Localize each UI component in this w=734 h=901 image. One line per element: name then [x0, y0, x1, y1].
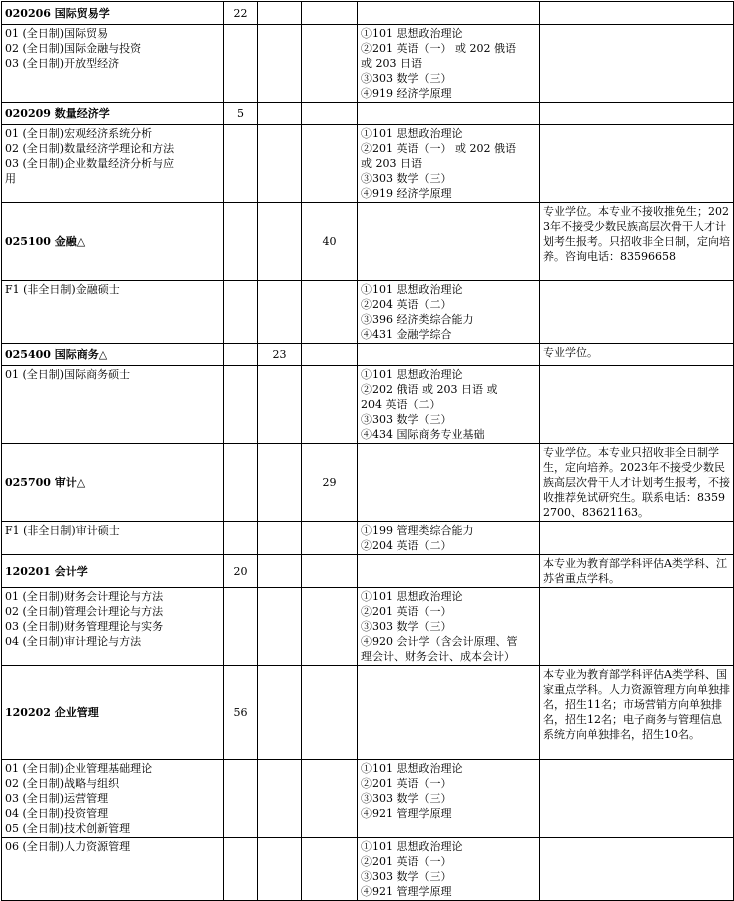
- research-direction: 01 (全日制)国际贸易: [5, 27, 109, 40]
- quota-cell: [302, 666, 358, 760]
- major-row: [2, 103, 734, 125]
- research-direction-cell: [2, 838, 224, 901]
- remarks-cell: 专业学位。本专业不接收推免生；2023年不接受少数民族高层次骨干人才计划考生报考。只招收非全日制，定向培养。咨询电话：83596658: [540, 203, 734, 281]
- exam-subject: ②204 英语（二）: [361, 539, 452, 552]
- major-name-cell: 120202 企业管理: [2, 666, 224, 760]
- exam-subjects-cell: [358, 666, 540, 760]
- quota-cell: [258, 522, 302, 555]
- exam-subject: ④919 经济学原理: [361, 187, 452, 200]
- research-direction: F1 (非全日制)金融硕士: [5, 283, 120, 296]
- research-direction: 02 (全日制)数量经济学理论和方法: [5, 142, 175, 155]
- major-name-cell: 025700 审计△: [2, 444, 224, 522]
- major-name-cell: 120201 会计学: [2, 555, 224, 588]
- quota-cell: [302, 281, 358, 344]
- exam-subject: ①101 思想政治理论: [361, 368, 463, 381]
- exam-subject: ②201 英语（一）: [361, 777, 452, 790]
- research-direction: 04 (全日制)投资管理: [5, 807, 109, 820]
- exam-subject: ①101 思想政治理论: [361, 283, 463, 296]
- quota-cell: [258, 281, 302, 344]
- exam-subjects-cell: [358, 25, 540, 103]
- quota-cell: [224, 522, 258, 555]
- exam-subjects-cell: [358, 344, 540, 366]
- major-name-cell: 025400 国际商务△: [2, 344, 224, 366]
- research-direction: 02 (全日制)国际金融与投资: [5, 42, 142, 55]
- exam-subject: 204 英语（二）: [361, 398, 441, 411]
- research-direction: 01 (全日制)企业管理基础理论: [5, 762, 153, 775]
- major-name-cell: 025100 金融△: [2, 203, 224, 281]
- exam-subject: 或 203 日语: [361, 57, 422, 70]
- exam-subjects-cell: [358, 588, 540, 666]
- remarks-cell: [540, 103, 734, 125]
- quota-cell: [258, 366, 302, 444]
- quota-cell: [224, 366, 258, 444]
- research-direction-cell: [2, 522, 224, 555]
- exam-subjects-cell: [358, 366, 540, 444]
- exam-subject: ③303 数学（三）: [361, 870, 452, 883]
- direction-row: [2, 281, 734, 344]
- remarks-cell: [540, 281, 734, 344]
- quota-cell: [302, 2, 358, 25]
- research-direction: 01 (全日制)宏观经济系统分析: [5, 127, 153, 140]
- exam-subjects-cell: [358, 522, 540, 555]
- quota-cell: [302, 103, 358, 125]
- remarks-cell: 本专业为教育部学科评估A类学科、江苏省重点学科。: [540, 555, 734, 588]
- exam-subject: ①101 思想政治理论: [361, 27, 463, 40]
- quota-cell: [302, 25, 358, 103]
- exam-subjects-cell: [358, 444, 540, 522]
- exam-subjects-cell: [358, 281, 540, 344]
- research-direction: 02 (全日制)管理会计理论与方法: [5, 605, 164, 618]
- exam-subject: ②201 英语（一） 或 202 俄语: [361, 142, 516, 155]
- exam-subject: ②202 俄语 或 203 日语 或: [361, 383, 498, 396]
- remarks-cell: [540, 25, 734, 103]
- quota-cell: 22: [224, 2, 258, 25]
- research-direction-cell: [2, 281, 224, 344]
- direction-row: [2, 838, 734, 901]
- research-direction: 01 (全日制)财务会计理论与方法: [5, 590, 164, 603]
- table-body: [2, 2, 734, 901]
- direction-row: [2, 25, 734, 103]
- exam-subject: 理会计、财务会计、成本会计）: [361, 650, 515, 663]
- exam-subject: ①101 思想政治理论: [361, 840, 463, 853]
- exam-subject: ④919 经济学原理: [361, 87, 452, 100]
- quota-cell: [224, 203, 258, 281]
- exam-subject: ③303 数学（三）: [361, 172, 452, 185]
- exam-subject: ②204 英语（二）: [361, 298, 452, 311]
- major-row: [2, 203, 734, 281]
- quota-cell: [224, 344, 258, 366]
- exam-subject: ④434 国际商务专业基础: [361, 428, 485, 441]
- quota-cell: 5: [224, 103, 258, 125]
- remarks-cell: 专业学位。本专业只招收非全日制学生，定向培养。2023年不接受少数民族高层次骨干人才计划考生报考，不接收推荐免试研究生。联系电话：83592700、83621163。: [540, 444, 734, 522]
- research-direction-cell: [2, 760, 224, 838]
- research-direction-cell: [2, 125, 224, 203]
- exam-subject: ②201 英语（一）: [361, 855, 452, 868]
- research-direction-cell: [2, 366, 224, 444]
- quota-cell: [258, 588, 302, 666]
- remarks-cell: 专业学位。: [540, 344, 734, 366]
- remarks-cell: [540, 2, 734, 25]
- quota-cell: [224, 838, 258, 901]
- direction-row: [2, 588, 734, 666]
- major-name-cell: 020206 国际贸易学: [2, 2, 224, 25]
- major-row: [2, 344, 734, 366]
- major-row: [2, 555, 734, 588]
- remarks-cell: [540, 588, 734, 666]
- major-row: [2, 666, 734, 760]
- research-direction: F1 (非全日制)审计硕士: [5, 524, 120, 537]
- research-direction: 用: [5, 172, 16, 185]
- major-row: [2, 444, 734, 522]
- remarks-cell: [540, 522, 734, 555]
- quota-cell: 56: [224, 666, 258, 760]
- research-direction-cell: [2, 25, 224, 103]
- remarks-cell: [540, 760, 734, 838]
- quota-cell: [302, 555, 358, 588]
- research-direction: 03 (全日制)开放型经济: [5, 57, 120, 70]
- quota-cell: [258, 203, 302, 281]
- direction-row: [2, 125, 734, 203]
- exam-subject: ①199 管理类综合能力: [361, 524, 474, 537]
- quota-cell: [258, 444, 302, 522]
- remarks-cell: [540, 366, 734, 444]
- exam-subject: ④921 管理学原理: [361, 807, 452, 820]
- quota-cell: [258, 838, 302, 901]
- quota-cell: [258, 103, 302, 125]
- exam-subject: ①101 思想政治理论: [361, 762, 463, 775]
- quota-cell: 29: [302, 444, 358, 522]
- quota-cell: [258, 666, 302, 760]
- quota-cell: 40: [302, 203, 358, 281]
- research-direction: 03 (全日制)企业数量经济分析与应: [5, 157, 175, 170]
- quota-cell: 23: [258, 344, 302, 366]
- exam-subjects-cell: [358, 103, 540, 125]
- quota-cell: [302, 366, 358, 444]
- quota-cell: [302, 838, 358, 901]
- exam-subject: ④921 管理学原理: [361, 885, 452, 898]
- quota-cell: [258, 25, 302, 103]
- quota-cell: [302, 522, 358, 555]
- research-direction: 03 (全日制)财务管理理论与实务: [5, 620, 164, 633]
- exam-subject: ③303 数学（三）: [361, 72, 452, 85]
- research-direction-cell: [2, 588, 224, 666]
- quota-cell: 20: [224, 555, 258, 588]
- exam-subject: ①101 思想政治理论: [361, 590, 463, 603]
- exam-subject: ③303 数学（三）: [361, 620, 452, 633]
- remarks-cell: [540, 838, 734, 901]
- quota-cell: [258, 555, 302, 588]
- exam-subjects-cell: [358, 838, 540, 901]
- direction-row: [2, 760, 734, 838]
- research-direction: 04 (全日制)审计理论与方法: [5, 635, 142, 648]
- exam-subject: ④920 会计学（含会计原理、管: [361, 635, 518, 648]
- quota-cell: [224, 25, 258, 103]
- quota-cell: [258, 760, 302, 838]
- research-direction: 06 (全日制)人力资源管理: [5, 840, 131, 853]
- exam-subject: ③303 数学（三）: [361, 413, 452, 426]
- quota-cell: [302, 344, 358, 366]
- exam-subjects-cell: [358, 203, 540, 281]
- remarks-cell: 本专业为教育部学科评估A类学科、国家重点学科。人力资源管理方向单独排名，招生11名；市场营销方向单独排名，招生12名；电子商务与管理信息系统方向单独排名，招生10名。: [540, 666, 734, 760]
- quota-cell: [224, 760, 258, 838]
- exam-subjects-cell: [358, 125, 540, 203]
- exam-subjects-cell: [358, 555, 540, 588]
- quota-cell: [224, 588, 258, 666]
- exam-subjects-cell: [358, 2, 540, 25]
- research-direction: 05 (全日制)技术创新管理: [5, 822, 131, 835]
- research-direction: 02 (全日制)战略与组织: [5, 777, 120, 790]
- exam-subject: ④431 金融学综合: [361, 328, 452, 341]
- remarks-cell: [540, 125, 734, 203]
- exam-subject: ③303 数学（三）: [361, 792, 452, 805]
- quota-cell: [224, 281, 258, 344]
- research-direction: 01 (全日制)国际商务硕士: [5, 368, 131, 381]
- exam-subject: 或 203 日语: [361, 157, 422, 170]
- exam-subject: ②201 英语（一）: [361, 605, 452, 618]
- quota-cell: [224, 444, 258, 522]
- exam-subjects-cell: [358, 760, 540, 838]
- quota-cell: [302, 760, 358, 838]
- direction-row: [2, 366, 734, 444]
- exam-subject: ①101 思想政治理论: [361, 127, 463, 140]
- quota-cell: [302, 588, 358, 666]
- research-direction: 03 (全日制)运营管理: [5, 792, 109, 805]
- quota-cell: [258, 2, 302, 25]
- admissions-table: [1, 1, 734, 901]
- major-name-cell: 020209 数量经济学: [2, 103, 224, 125]
- exam-subject: ②201 英语（一） 或 202 俄语: [361, 42, 516, 55]
- direction-row: [2, 522, 734, 555]
- quota-cell: [302, 125, 358, 203]
- quota-cell: [224, 125, 258, 203]
- quota-cell: [258, 125, 302, 203]
- major-row: [2, 2, 734, 25]
- exam-subject: ③396 经济类综合能力: [361, 313, 474, 326]
